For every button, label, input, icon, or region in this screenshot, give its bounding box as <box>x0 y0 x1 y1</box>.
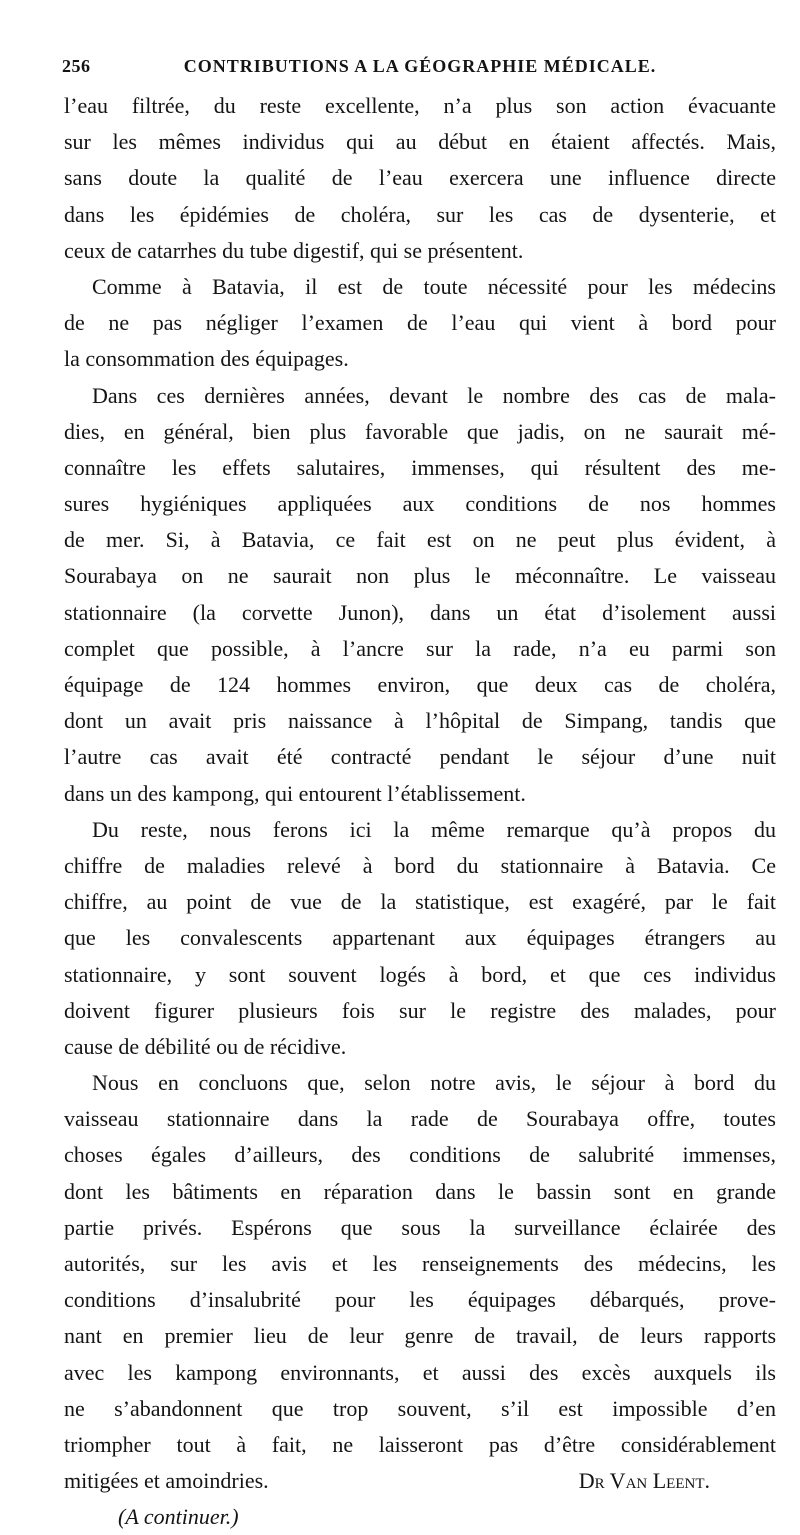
text-line: dont un avait pris naissance à l’hôpital de Simpang, tandis que <box>64 708 776 734</box>
running-title: CONTRIBUTIONS A LA GÉOGRAPHIE MÉDICALE. <box>183 56 657 76</box>
text-line: connaître les effets salutaires, immenses, qui résultent des me- <box>64 454 776 480</box>
continuation-text: (A continuer.) <box>118 1504 239 1530</box>
text-line: sures hygiéniques appliquées aux conditions de nos hommes <box>64 491 776 517</box>
text-line: sur les mêmes individus qui au début en étaient affectés. Mais, <box>64 129 776 155</box>
paragraph-start-line: Dans ces dernières années, devant le nombre des cas de mala- <box>92 382 776 408</box>
text-line: dies, en général, bien plus favorable que jadis, on ne saurait mé- <box>64 418 776 444</box>
text-line: stationnaire, y sont souvent logés à bord, et que ces individus <box>64 961 776 987</box>
final-line <box>64 1463 776 1499</box>
page-number: 256 <box>62 56 91 76</box>
body-text <box>64 88 776 1535</box>
text-line: sans doute la qualité de l’eau exercera une influence directe <box>64 165 776 191</box>
text-line: chiffre, au point de vue de la statistique, est exagéré, par le fait <box>64 889 776 915</box>
text-line: dans un des kampong, qui entourent l’établissement. <box>64 780 526 806</box>
continuation-note <box>64 1499 776 1535</box>
text-line: la consommation des équipages. <box>64 346 349 372</box>
text-line: dans les épidémies de choléra, sur les cas de dysenterie, et <box>64 201 776 227</box>
text-line: avec les kampong environnants, et aussi des excès auxquels ils <box>64 1359 776 1385</box>
text-line: cause de débilité ou de récidive. <box>64 1033 347 1059</box>
author-signature: Dr Van Leent. <box>578 1468 710 1494</box>
text-line: ne s’abandonnent que trop souvent, s’il est impossible d’en <box>64 1395 776 1421</box>
paragraph-start-line: Nous en concluons que, selon notre avis, le séjour à bord du <box>92 1070 776 1096</box>
text-line: de mer. Si, à Batavia, ce fait est on ne peut plus évident, à <box>64 527 776 553</box>
text-line: conditions d’insalubrité pour les équipages débarqués, prove- <box>64 1287 776 1313</box>
text-line: Sourabaya on ne saurait non plus le méconnaître. Le vaisseau <box>64 563 776 589</box>
text-line: chiffre de maladies relevé à bord du stationnaire à Batavia. Ce <box>64 852 776 878</box>
page-header <box>62 56 778 86</box>
paragraph-start-line: Comme à Batavia, il est de toute nécessité pour les médecins <box>92 273 776 299</box>
text-line: choses égales d’ailleurs, des conditions de salubrité immenses, <box>64 1142 776 1168</box>
text-line: triompher tout à fait, ne laisseront pas d’être considérablement <box>64 1431 776 1457</box>
text-line: autorités, sur les avis et les renseignements des médecins, les <box>64 1251 776 1276</box>
text-line: l’autre cas avait été contracté pendant le séjour d’une nuit <box>64 744 776 770</box>
text-line: que les convalescents appartenant aux équipages étrangers au <box>64 925 776 951</box>
text-line: nant en premier lieu de leur genre de travail, de leurs rapports <box>64 1323 776 1349</box>
text-line: équipage de 124 hommes environ, que deux cas de choléra, <box>64 672 776 697</box>
text-line: dont les bâtiments en réparation dans le bassin sont en grande <box>64 1178 776 1204</box>
text-line: stationnaire (la corvette Junon), dans un état d’isolement aussi <box>64 599 776 625</box>
text-line: vaisseau stationnaire dans la rade de Sourabaya offre, toutes <box>64 1106 776 1132</box>
paragraph-start-line: Du reste, nous ferons ici la même remarque qu’à propos du <box>92 816 776 842</box>
final-text: mitigées et amoindries. <box>64 1468 269 1494</box>
text-line: partie privés. Espérons que sous la surveillance éclairée des <box>64 1214 776 1240</box>
text-line: l’eau filtrée, du reste excellente, n’a plus son action évacuante <box>64 93 776 118</box>
text-line: ceux de catarrhes du tube digestif, qui se présentent. <box>64 237 524 263</box>
text-line: de ne pas négliger l’examen de l’eau qui vient à bord pour <box>64 310 776 336</box>
text-line: complet que possible, à l’ancre sur la rade, n’a eu parmi son <box>64 635 776 661</box>
text-line: doivent figurer plusieurs fois sur le registre des malades, pour <box>64 997 776 1023</box>
